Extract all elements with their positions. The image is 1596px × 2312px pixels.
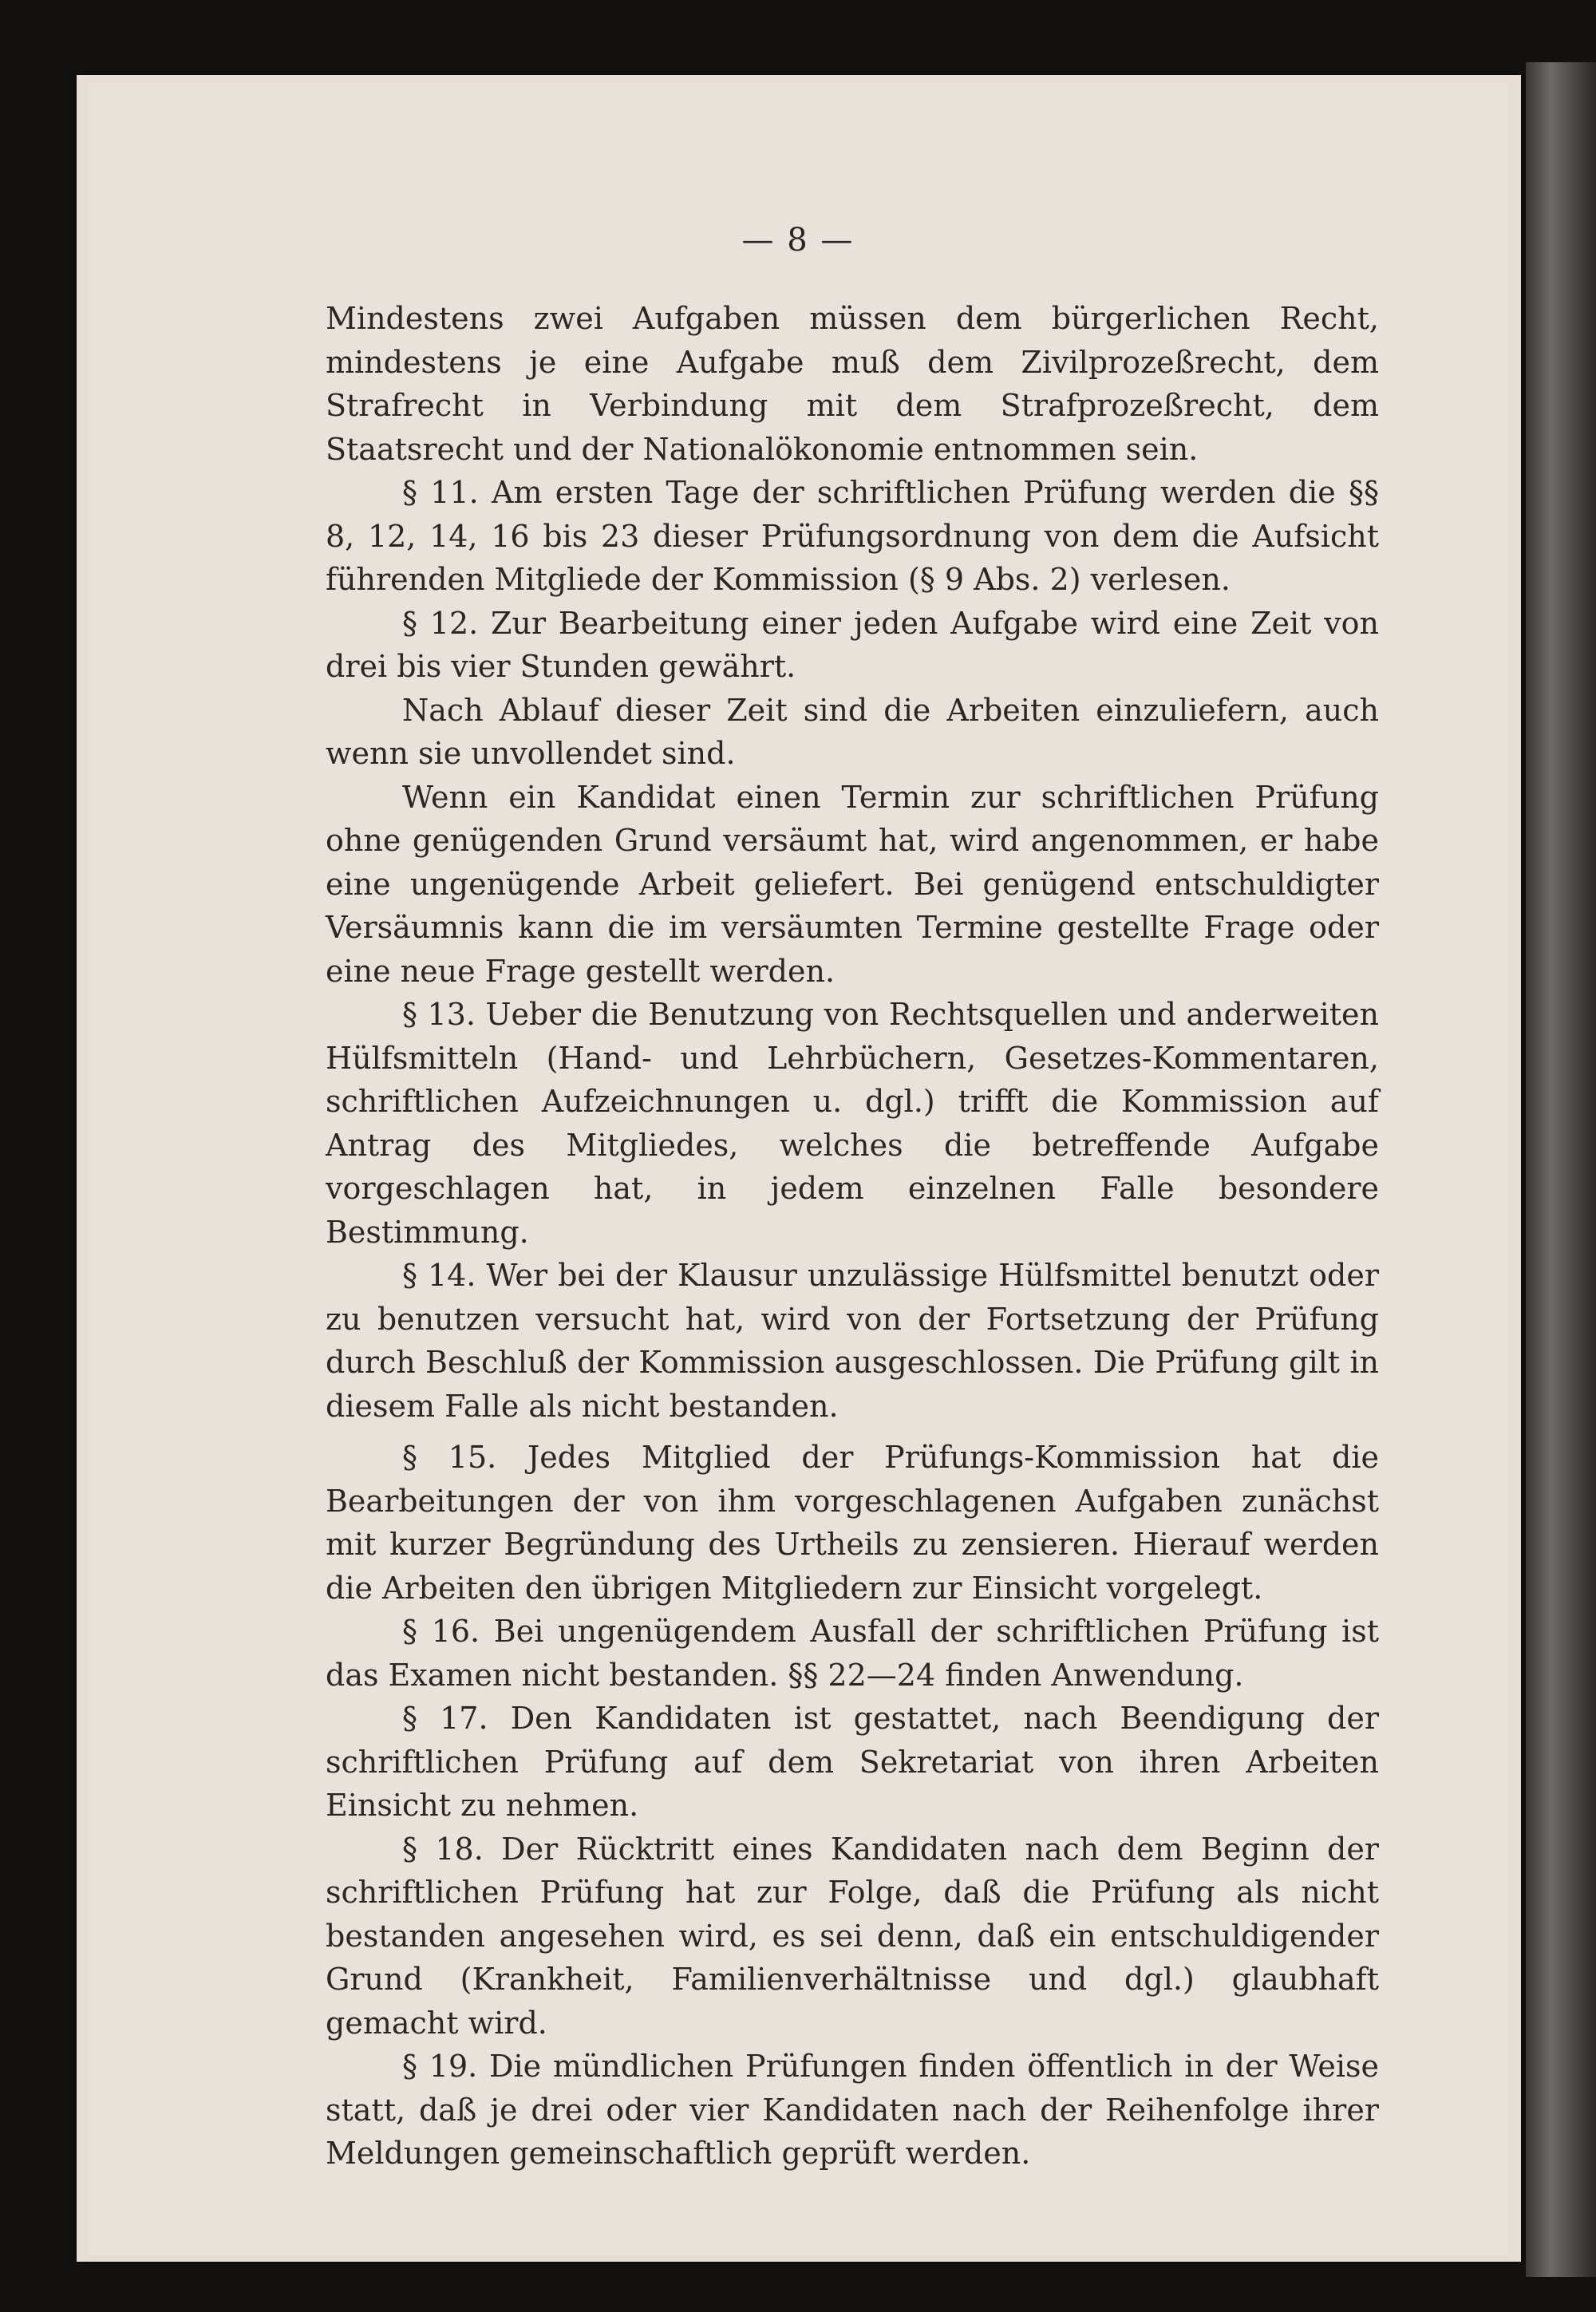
paragraph-section-13: § 13. Ueber die Benutzung von Rechtsquellen und anderweiten Hülfsmitteln (Hand- und Lehrbüchern, Gesetzes-Kommentaren, schriftlichen Aufzeichnungen u. dgl.) trifft die Kommission auf Antrag des Mitgliedes, welches die betreffende Aufgabe vorgeschlagen hat, in jedem einzelnen Falle besondere Bestimmung. <box>326 997 1379 1250</box>
paragraph-section-12: § 12. Zur Bearbeitung einer jeden Aufgabe wird eine Zeit von drei bis vier Stunden gewährt. <box>326 605 1379 684</box>
book-spine <box>1526 62 1596 2277</box>
paragraph-section-16: § 16. Bei ungenügendem Ausfall der schriftlichen Prüfung ist das Examen nicht bestanden. §§ 22—24 finden Anwendung. <box>326 1614 1379 1693</box>
paragraph-section-12-deadline: Nach Ablauf dieser Zeit sind die Arbeiten einzuliefern, auch wenn sie unvollendet sind. <box>326 692 1379 771</box>
body-text <box>326 297 1379 2176</box>
page-number: — 8 — <box>741 222 855 259</box>
paragraph-section-14: § 14. Wer bei der Klausur unzulässige Hülfsmittel benutzt oder zu benutzen versucht hat, wird von der Fortsetzung der Prüfung durch Beschluß der Kommission ausgeschlossen. Die Prüfung gilt in diesem Falle als nicht bestanden. <box>326 1258 1379 1424</box>
paragraph-section-18: § 18. Der Rücktritt eines Kandidaten nach dem Beginn der schriftlichen Prüfung hat zur Folge, daß die Prüfung als nicht bestanden angesehen wird, es sei denn, daß ein entschuldigender Grund (Krankheit, Familienverhältnisse und dgl.) glaubhaft gemacht wird. <box>326 1831 1379 2041</box>
paragraph-section-11: § 11. Am ersten Tage der schriftlichen Prüfung werden die §§ 8, 12, 14, 16 bis 23 dieser Prüfungsordnung von dem die Aufsicht führenden Mitgliede der Kommission (§ 9 Abs. 2) verlesen. <box>326 475 1379 597</box>
paragraph-section-15: § 15. Jedes Mitglied der Prüfungs-Kommission hat die Bearbeitungen der von ihm vorgeschlagenen Aufgaben zunächst mit kurzer Begründung des Urtheils zu zensieren. Hierauf werden die Arbeiten den übrigen Mitgliedern zur Einsicht vorgelegt. <box>326 1440 1379 1606</box>
paragraph-intro: Mindestens zwei Aufgaben müssen dem bürgerlichen Recht, mindestens je eine Aufgabe muß dem Zivilprozeßrecht, dem Strafrecht in Verbindung mit dem Strafprozeßrecht, dem Staatsrecht und der Nationalökonomie entnommen sein. <box>326 301 1379 467</box>
paragraph-section-19: § 19. Die mündlichen Prüfungen finden öffentlich in der Weise statt, daß je drei oder vier Kandidaten nach der Reihenfolge ihrer Meldungen gemeinschaftlich geprüft werden. <box>326 2049 1379 2171</box>
paragraph-section-12-missed-term: Wenn ein Kandidat einen Termin zur schriftlichen Prüfung ohne genügenden Grund versäumt hat, wird angenommen, er habe eine ungenügende Arbeit geliefert. Bei genügend entschuldigter Versäumnis kann die im versäumten Termine gestellte Frage oder eine neue Frage gestellt werden. <box>326 779 1379 989</box>
paragraph-section-17: § 17. Den Kandidaten ist gestattet, nach Beendigung der schriftlichen Prüfung auf dem Sekretariat von ihren Arbeiten Einsicht zu nehmen. <box>326 1701 1379 1823</box>
